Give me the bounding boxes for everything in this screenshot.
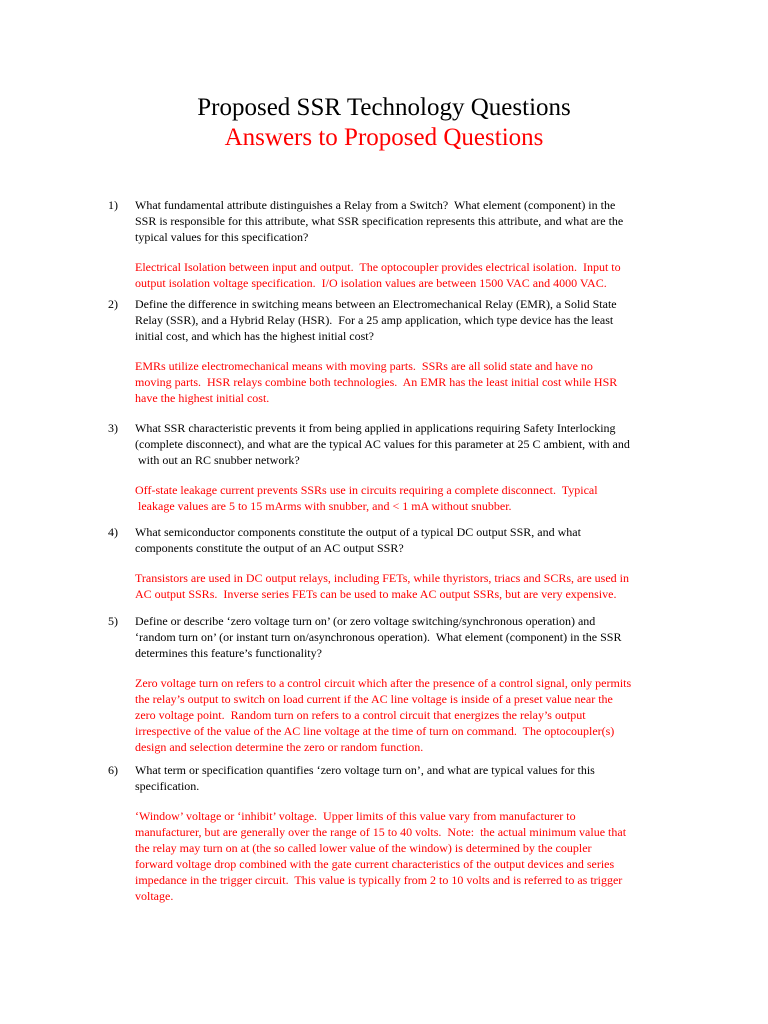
question-number: 1) xyxy=(108,198,118,212)
question-text-line: Relay (SSR), and a Hybrid Relay (HSR). For a 25 amp application, which type device has the least xyxy=(135,313,614,327)
question-text-line: What term or specification quantifies ‘zero voltage turn on’, and what are typical values for this xyxy=(135,763,595,777)
question-text-line: typical values for this specification? xyxy=(135,230,309,244)
question-text-line: What fundamental attribute distinguishes a Relay from a Switch? What element (component) in the xyxy=(135,198,616,212)
question-number: 5) xyxy=(108,614,118,628)
answer-text-line: the relay may turn on at (the so called lower value of the window) is determined by the coupler xyxy=(135,841,592,855)
answer-text-line: Electrical Isolation between input and output. The optocoupler provides electrical isolation. Input to xyxy=(135,260,621,274)
document-title: Proposed SSR Technology Questions xyxy=(197,94,571,121)
answer-text-line: voltage. xyxy=(135,889,174,903)
question-text-line: ‘random turn on’ (or instant turn on/asynchronous operation). What element (component) in the SSR xyxy=(135,630,622,644)
answer-text-line: forward voltage drop combined with the gate current characteristics of the output devices and series xyxy=(135,857,615,871)
question-text-line: determines this feature’s functionality? xyxy=(135,646,322,660)
answer-text-line: Off-state leakage current prevents SSRs use in circuits requiring a complete disconnect. Typical xyxy=(135,483,598,497)
answer-text-line: Zero voltage turn on refers to a control circuit which after the presence of a control signal, only permits xyxy=(135,676,632,690)
answer-text-line: output isolation voltage specification. I/O isolation values are between 1500 VAC and 4000 VAC. xyxy=(135,276,607,290)
question-text-line: What semiconductor components constitute the output of a typical DC output SSR, and what xyxy=(135,525,581,539)
answer-text-line: manufacturer, but are generally over the range of 15 to 40 volts. Note: the actual minimum value that xyxy=(135,825,627,839)
question-number: 3) xyxy=(108,421,118,435)
answer-text-line: leakage values are 5 to 15 mArms with snubber, and < 1 mA without snubber. xyxy=(135,499,512,513)
question-text-line: with out an RC snubber network? xyxy=(135,453,300,467)
answer-text-line: zero voltage point. Random turn on refers to a control circuit that energizes the relay’s output xyxy=(135,708,586,722)
question-text-line: What SSR characteristic prevents it from being applied in applications requiring Safety Interlocking xyxy=(135,421,616,435)
answer-text-line: moving parts. HSR relays combine both technologies. An EMR has the least initial cost while HSR xyxy=(135,375,618,389)
answer-text-line: AC output SSRs. Inverse series FETs can be used to make AC output SSRs, but are very expensive. xyxy=(135,587,617,601)
question-text-line: Define the difference in switching means between an Electromechanical Relay (EMR), a Solid State xyxy=(135,297,617,311)
question-text-line: components constitute the output of an AC output SSR? xyxy=(135,541,404,555)
answer-text-line: ‘Window’ voltage or ‘inhibit’ voltage. Upper limits of this value vary from manufacturer to xyxy=(135,809,576,823)
question-number: 6) xyxy=(108,763,118,777)
answer-text-line: Transistors are used in DC output relays, including FETs, while thyristors, triacs and SCRs, are used in xyxy=(135,571,630,585)
answer-text-line: irrespective of the value of the AC line voltage at the time of turn on command. The optocoupler(s) xyxy=(135,724,615,738)
answer-text-line: impedance in the trigger circuit. This value is typically from 2 to 10 volts and is referred to as trigger xyxy=(135,873,623,887)
answer-text-line: EMRs utilize electromechanical means with moving parts. SSRs are all solid state and have no xyxy=(135,359,593,373)
question-number: 2) xyxy=(108,297,118,311)
answer-text-line: have the highest initial cost. xyxy=(135,391,270,405)
document-subtitle: Answers to Proposed Questions xyxy=(224,124,544,151)
answer-text-line: the relay’s output to switch on load current if the AC line voltage is inside of a preset value near the xyxy=(135,692,613,706)
question-text-line: initial cost, and which has the highest initial cost? xyxy=(135,329,374,343)
question-text-line: Define or describe ‘zero voltage turn on’ (or zero voltage switching/synchronous operation) and xyxy=(135,614,596,628)
question-text-line: SSR is responsible for this attribute, what SSR specification represents this attribute, and what are the xyxy=(135,214,624,228)
answer-text-line: design and selection determine the zero or random function. xyxy=(135,740,424,754)
question-number: 4) xyxy=(108,525,118,539)
question-text-line: (complete disconnect), and what are the typical AC values for this parameter at 25 C ambient, with and xyxy=(135,437,630,451)
question-text-line: specification. xyxy=(135,779,200,793)
